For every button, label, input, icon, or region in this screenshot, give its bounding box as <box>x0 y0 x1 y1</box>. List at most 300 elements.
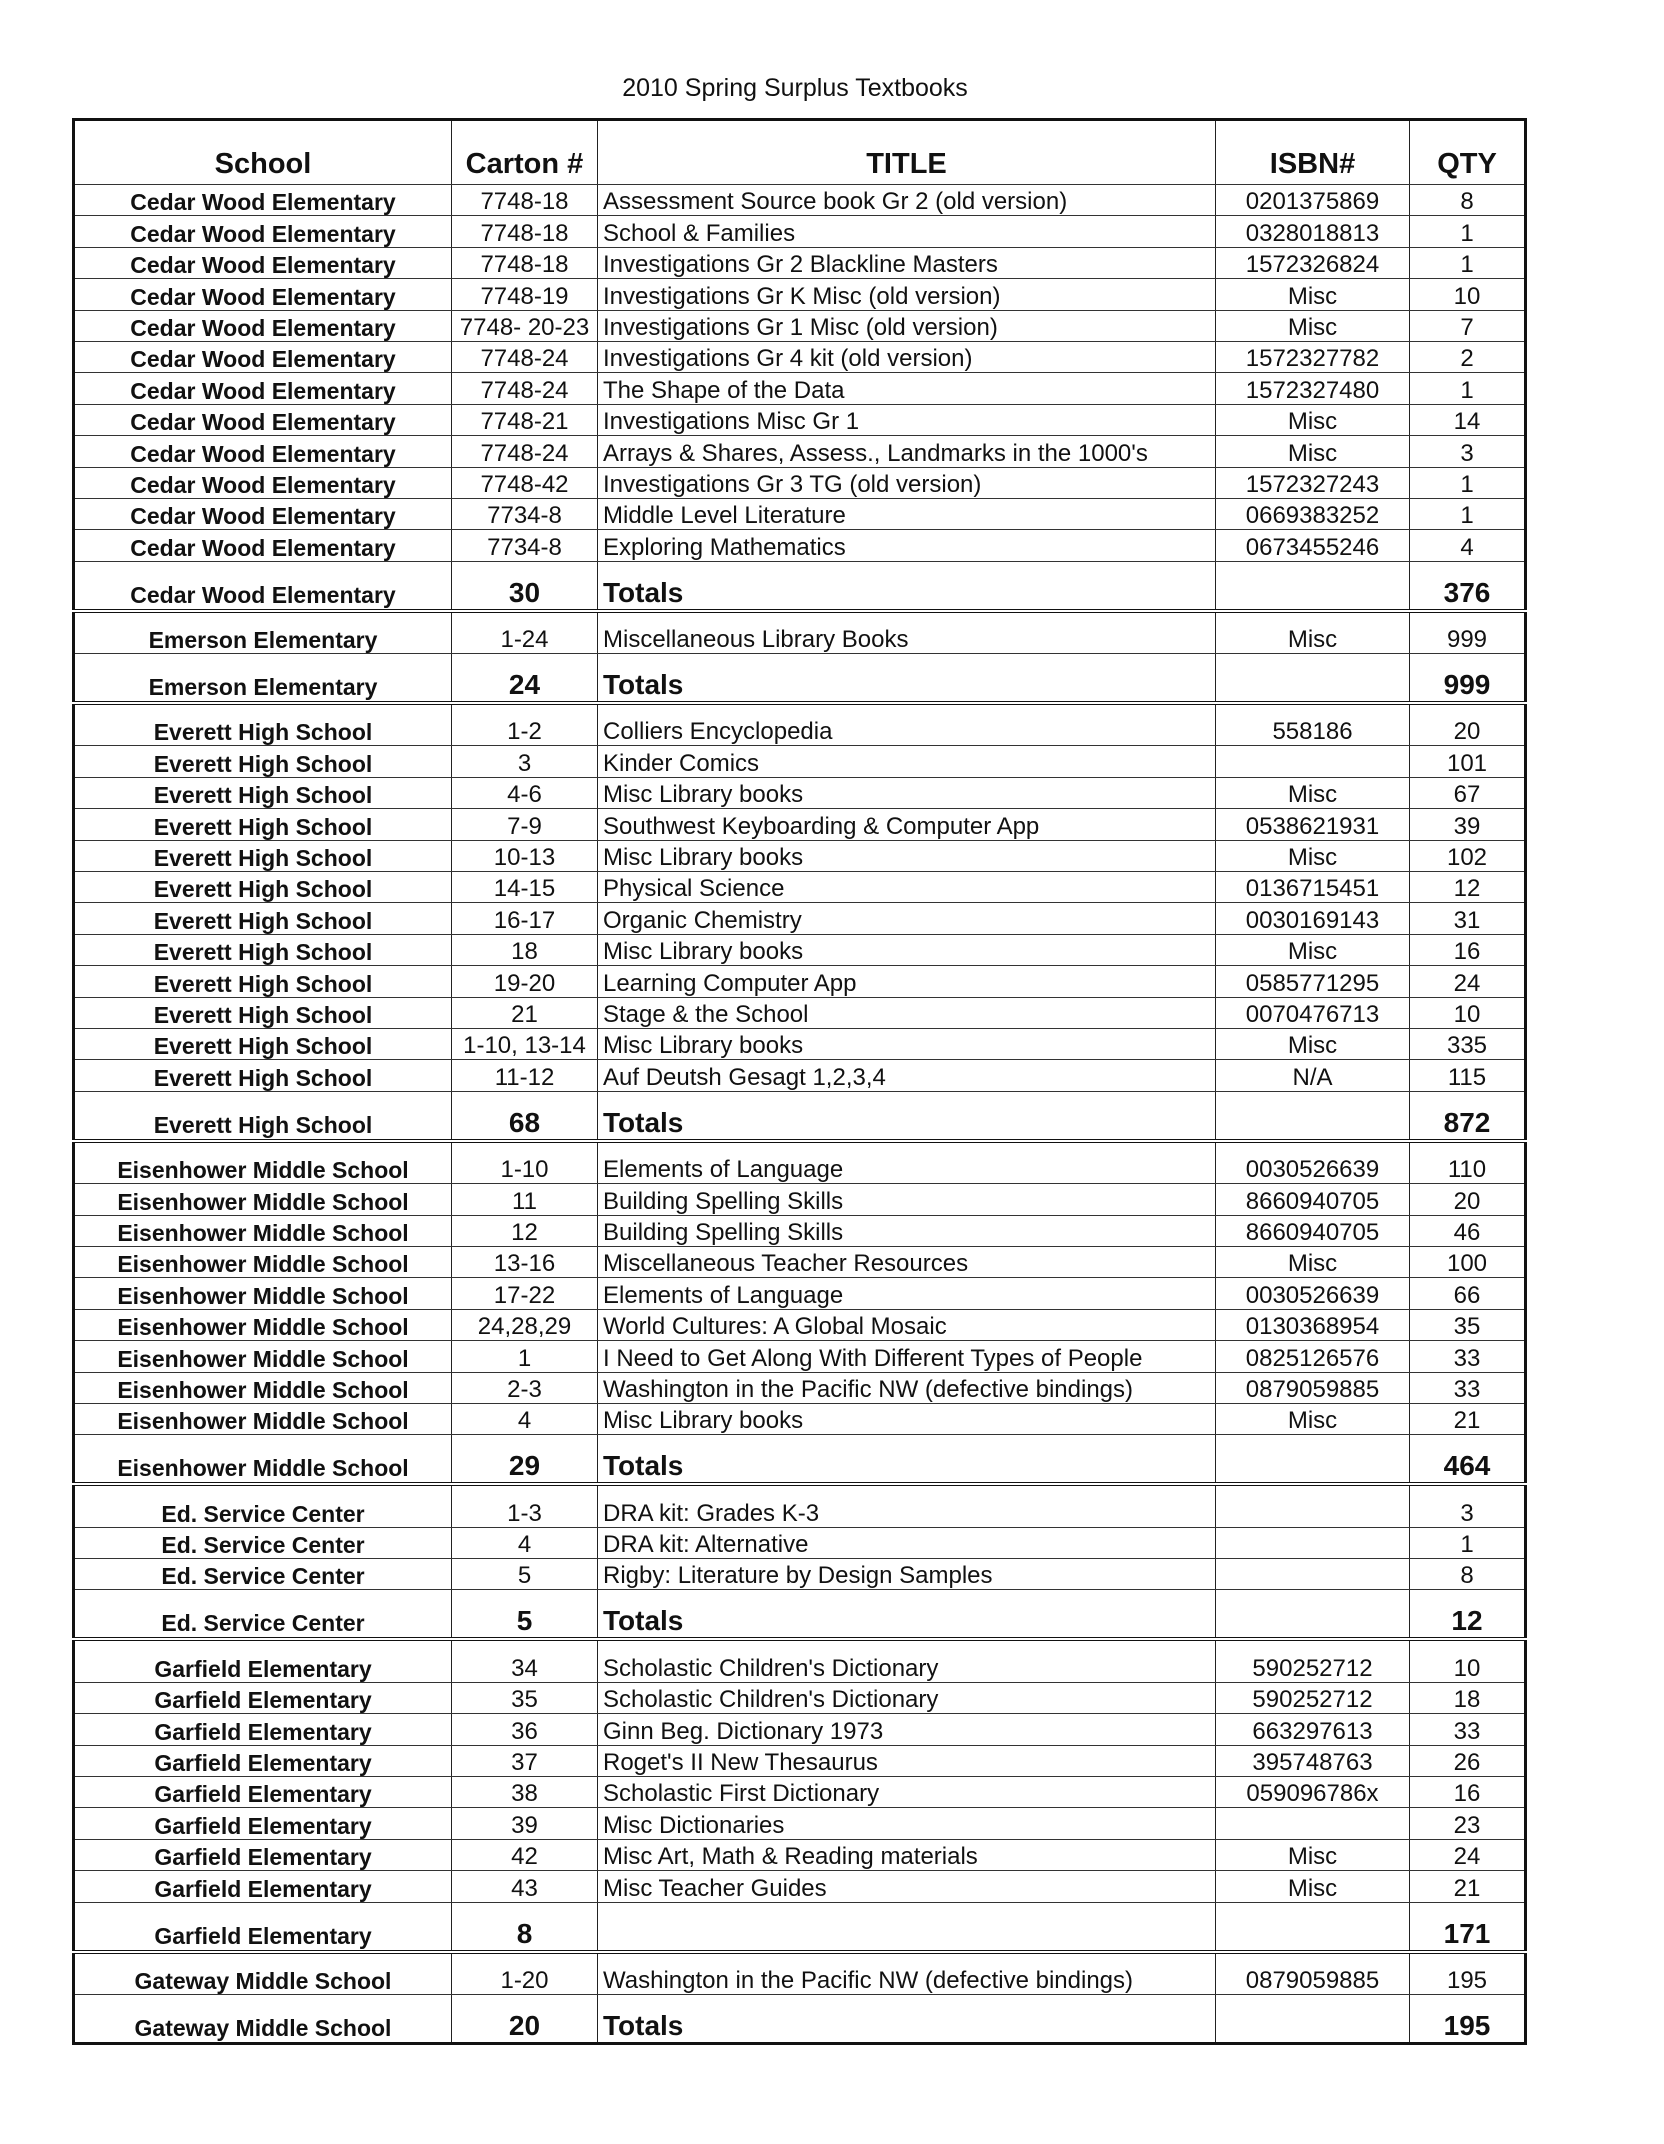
title-cell: Misc Library books <box>598 1403 1216 1434</box>
qty-cell: 1 <box>1410 247 1526 278</box>
isbn-cell: 1572327782 <box>1216 341 1410 372</box>
isbn-cell: 0030526639 <box>1216 1153 1410 1184</box>
carton-cell: 1-20 <box>452 1964 598 1995</box>
school-cell: Cedar Wood Elementary <box>74 341 452 372</box>
table-row <box>74 746 1526 777</box>
qty-cell: 2 <box>1410 341 1526 372</box>
total-cartons-cell: 68 <box>452 1091 598 1141</box>
qty-cell: 335 <box>1410 1028 1526 1059</box>
carton-cell: 1-10 <box>452 1153 598 1184</box>
totals-row <box>74 561 1526 611</box>
carton-cell: 7748-24 <box>452 341 598 372</box>
isbn-cell: Misc <box>1216 934 1410 965</box>
total-qty-cell: 999 <box>1410 654 1526 704</box>
isbn-cell: Misc <box>1216 404 1410 435</box>
school-cell: Eisenhower Middle School <box>74 1153 452 1184</box>
title-cell: Misc Library books <box>598 934 1216 965</box>
isbn-cell: N/A <box>1216 1060 1410 1091</box>
total-qty-cell: 872 <box>1410 1091 1526 1141</box>
title-cell: Kinder Comics <box>598 746 1216 777</box>
carton-cell: 4 <box>452 1403 598 1434</box>
qty-cell: 4 <box>1410 530 1526 561</box>
school-cell: Everett High School <box>74 746 452 777</box>
title-cell: Scholastic First Dictionary <box>598 1777 1216 1808</box>
empty-isbn-cell <box>1216 1994 1410 2043</box>
school-cell: Cedar Wood Elementary <box>74 498 452 529</box>
title-cell: Assessment Source book Gr 2 (old version) <box>598 185 1216 216</box>
carton-cell: 2-3 <box>452 1372 598 1403</box>
totals-label-cell: Totals <box>598 1590 1216 1640</box>
title-cell: DRA kit: Alternative <box>598 1527 1216 1558</box>
qty-cell: 21 <box>1410 1871 1526 1902</box>
total-qty-cell: 376 <box>1410 561 1526 611</box>
totals-label-cell: Totals <box>598 561 1216 611</box>
table-row <box>74 1246 1526 1277</box>
school-cell: Garfield Elementary <box>74 1871 452 1902</box>
school-cell: Cedar Wood Elementary <box>74 185 452 216</box>
carton-cell: 16-17 <box>452 903 598 934</box>
isbn-cell: 0328018813 <box>1216 216 1410 247</box>
title-cell: Investigations Gr 4 kit (old version) <box>598 341 1216 372</box>
isbn-cell: 663297613 <box>1216 1714 1410 1745</box>
column-header-title: TITLE <box>598 120 1216 185</box>
qty-cell: 10 <box>1410 997 1526 1028</box>
qty-cell: 35 <box>1410 1309 1526 1340</box>
title-cell: Ginn Beg. Dictionary 1973 <box>598 1714 1216 1745</box>
carton-cell: 1-24 <box>452 623 598 654</box>
spacer-cell <box>598 1952 1216 1964</box>
title-cell: I Need to Get Along With Different Types of People <box>598 1341 1216 1372</box>
carton-cell: 4 <box>452 1527 598 1558</box>
carton-cell: 7734-8 <box>452 530 598 561</box>
qty-cell: 10 <box>1410 1651 1526 1682</box>
title-cell: Investigations Gr 3 TG (old version) <box>598 467 1216 498</box>
carton-cell: 12 <box>452 1215 598 1246</box>
table-row <box>74 279 1526 310</box>
carton-cell: 24,28,29 <box>452 1309 598 1340</box>
spacer-cell <box>1410 1484 1526 1496</box>
table-row <box>74 1028 1526 1059</box>
title-cell: Colliers Encyclopedia <box>598 715 1216 746</box>
totals-label-cell: Totals <box>598 654 1216 704</box>
school-cell: Everett High School <box>74 1028 452 1059</box>
spacer-cell <box>452 703 598 715</box>
qty-cell: 23 <box>1410 1808 1526 1839</box>
school-cell: Ed. Service Center <box>74 1496 452 1527</box>
school-cell: Garfield Elementary <box>74 1902 452 1952</box>
school-cell: Cedar Wood Elementary <box>74 467 452 498</box>
school-cell: Eisenhower Middle School <box>74 1215 452 1246</box>
spacer-cell <box>1216 703 1410 715</box>
carton-cell: 7748-24 <box>452 373 598 404</box>
school-cell: Garfield Elementary <box>74 1651 452 1682</box>
column-header-school: School <box>74 120 452 185</box>
isbn-cell: 8660940705 <box>1216 1184 1410 1215</box>
totals-label-cell: Totals <box>598 1091 1216 1141</box>
carton-cell: 11-12 <box>452 1060 598 1091</box>
spacer-cell <box>1216 1141 1410 1153</box>
school-cell: Ed. Service Center <box>74 1527 452 1558</box>
title-cell: Scholastic Children's Dictionary <box>598 1682 1216 1713</box>
spacer-cell <box>1216 1484 1410 1496</box>
surplus-textbooks-table <box>72 118 1527 2045</box>
table-row <box>74 404 1526 435</box>
qty-cell: 39 <box>1410 809 1526 840</box>
qty-cell: 115 <box>1410 1060 1526 1091</box>
school-cell: Cedar Wood Elementary <box>74 373 452 404</box>
document-title: 2010 Spring Surplus Textbooks <box>622 74 968 102</box>
qty-cell: 101 <box>1410 746 1526 777</box>
carton-cell: 14-15 <box>452 872 598 903</box>
school-cell: Eisenhower Middle School <box>74 1246 452 1277</box>
totals-label-cell <box>598 1902 1216 1952</box>
spacer-cell <box>598 1484 1216 1496</box>
table-row <box>74 1777 1526 1808</box>
carton-cell: 19-20 <box>452 966 598 997</box>
isbn-cell <box>1216 1527 1410 1558</box>
school-cell: Ed. Service Center <box>74 1590 452 1640</box>
column-header-qty: QTY <box>1410 120 1526 185</box>
carton-cell: 11 <box>452 1184 598 1215</box>
title-cell: Investigations Gr K Misc (old version) <box>598 279 1216 310</box>
group-spacer <box>74 703 1526 715</box>
school-cell: Garfield Elementary <box>74 1777 452 1808</box>
school-cell: Gateway Middle School <box>74 1994 452 2043</box>
empty-isbn-cell <box>1216 1091 1410 1141</box>
table-row <box>74 1060 1526 1091</box>
isbn-cell: 0130368954 <box>1216 1309 1410 1340</box>
school-cell: Cedar Wood Elementary <box>74 247 452 278</box>
spacer-cell <box>74 1141 452 1153</box>
title-cell: Roget's II New Thesaurus <box>598 1745 1216 1776</box>
qty-cell: 24 <box>1410 966 1526 997</box>
isbn-cell: Misc <box>1216 436 1410 467</box>
school-cell: Cedar Wood Elementary <box>74 279 452 310</box>
school-cell: Cedar Wood Elementary <box>74 436 452 467</box>
table-row <box>74 498 1526 529</box>
isbn-cell: 0825126576 <box>1216 1341 1410 1372</box>
table-row <box>74 247 1526 278</box>
qty-cell: 33 <box>1410 1341 1526 1372</box>
spacer-cell <box>74 1952 452 1964</box>
isbn-cell: 8660940705 <box>1216 1215 1410 1246</box>
isbn-cell: Misc <box>1216 279 1410 310</box>
school-cell: Everett High School <box>74 997 452 1028</box>
school-cell: Emerson Elementary <box>74 623 452 654</box>
school-cell: Eisenhower Middle School <box>74 1372 452 1403</box>
carton-cell: 7748-18 <box>452 247 598 278</box>
isbn-cell: 0136715451 <box>1216 872 1410 903</box>
school-cell: Garfield Elementary <box>74 1745 452 1776</box>
total-qty-cell: 171 <box>1410 1902 1526 1952</box>
qty-cell: 10 <box>1410 279 1526 310</box>
school-cell: Everett High School <box>74 1060 452 1091</box>
isbn-cell: 0030526639 <box>1216 1278 1410 1309</box>
school-cell: Cedar Wood Elementary <box>74 561 452 611</box>
qty-cell: 195 <box>1410 1964 1526 1995</box>
title-cell: Elements of Language <box>598 1278 1216 1309</box>
title-cell: Building Spelling Skills <box>598 1184 1216 1215</box>
table-row <box>74 1153 1526 1184</box>
title-cell: World Cultures: A Global Mosaic <box>598 1309 1216 1340</box>
total-cartons-cell: 24 <box>452 654 598 704</box>
group-spacer <box>74 1639 1526 1651</box>
qty-cell: 24 <box>1410 1839 1526 1870</box>
qty-cell: 67 <box>1410 777 1526 808</box>
qty-cell: 12 <box>1410 872 1526 903</box>
spacer-cell <box>1410 1639 1526 1651</box>
isbn-cell <box>1216 746 1410 777</box>
table-row <box>74 467 1526 498</box>
isbn-cell: 395748763 <box>1216 1745 1410 1776</box>
totals-row <box>74 1902 1526 1952</box>
title-cell: Misc Library books <box>598 1028 1216 1059</box>
school-cell: Garfield Elementary <box>74 1714 452 1745</box>
carton-cell: 42 <box>452 1839 598 1870</box>
carton-cell: 7748- 20-23 <box>452 310 598 341</box>
totals-row <box>74 1091 1526 1141</box>
isbn-cell: 0669383252 <box>1216 498 1410 529</box>
title-cell: Miscellaneous Library Books <box>598 623 1216 654</box>
qty-cell: 14 <box>1410 404 1526 435</box>
title-cell: Misc Library books <box>598 777 1216 808</box>
school-cell: Everett High School <box>74 1091 452 1141</box>
spacer-cell <box>598 1639 1216 1651</box>
school-cell: Everett High School <box>74 809 452 840</box>
title-cell: Misc Teacher Guides <box>598 1871 1216 1902</box>
qty-cell: 18 <box>1410 1682 1526 1713</box>
qty-cell: 21 <box>1410 1403 1526 1434</box>
qty-cell: 1 <box>1410 1527 1526 1558</box>
school-cell: Cedar Wood Elementary <box>74 310 452 341</box>
title-cell: Exploring Mathematics <box>598 530 1216 561</box>
isbn-cell: Misc <box>1216 1028 1410 1059</box>
spacer-cell <box>1410 703 1526 715</box>
qty-cell: 110 <box>1410 1153 1526 1184</box>
total-cartons-cell: 29 <box>452 1435 598 1485</box>
table-row <box>74 715 1526 746</box>
spacer-cell <box>1216 1639 1410 1651</box>
qty-cell: 8 <box>1410 1559 1526 1590</box>
isbn-cell: 0538621931 <box>1216 809 1410 840</box>
carton-cell: 1-2 <box>452 715 598 746</box>
table-row <box>74 1651 1526 1682</box>
isbn-cell <box>1216 1559 1410 1590</box>
isbn-cell: 1572327480 <box>1216 373 1410 404</box>
school-cell: Garfield Elementary <box>74 1682 452 1713</box>
title-cell: Investigations Gr 2 Blackline Masters <box>598 247 1216 278</box>
title-cell: Investigations Misc Gr 1 <box>598 404 1216 435</box>
table-row <box>74 966 1526 997</box>
isbn-cell: 558186 <box>1216 715 1410 746</box>
carton-cell: 7748-21 <box>452 404 598 435</box>
school-cell: Garfield Elementary <box>74 1839 452 1870</box>
spacer-cell <box>452 1141 598 1153</box>
total-cartons-cell: 5 <box>452 1590 598 1640</box>
table-row <box>74 310 1526 341</box>
carton-cell: 7748-19 <box>452 279 598 310</box>
spacer-cell <box>74 611 452 623</box>
qty-cell: 33 <box>1410 1372 1526 1403</box>
isbn-cell: Misc <box>1216 1246 1410 1277</box>
table-row <box>74 1341 1526 1372</box>
title-cell: Investigations Gr 1 Misc (old version) <box>598 310 1216 341</box>
group-spacer <box>74 1952 1526 1964</box>
isbn-cell <box>1216 1496 1410 1527</box>
carton-cell: 1-10, 13-14 <box>452 1028 598 1059</box>
isbn-cell <box>1216 1808 1410 1839</box>
qty-cell: 100 <box>1410 1246 1526 1277</box>
title-cell: Physical Science <box>598 872 1216 903</box>
table-row <box>74 1871 1526 1902</box>
isbn-cell: 1572326824 <box>1216 247 1410 278</box>
group-spacer <box>74 1141 1526 1153</box>
isbn-cell: Misc <box>1216 840 1410 871</box>
school-cell: Everett High School <box>74 840 452 871</box>
group-spacer <box>74 1484 1526 1496</box>
table-row <box>74 1403 1526 1434</box>
school-cell: Cedar Wood Elementary <box>74 530 452 561</box>
table-row <box>74 216 1526 247</box>
title-cell: School & Families <box>598 216 1216 247</box>
title-cell: Organic Chemistry <box>598 903 1216 934</box>
table-body <box>74 185 1526 2044</box>
table-row <box>74 1745 1526 1776</box>
spacer-cell <box>452 1639 598 1651</box>
total-qty-cell: 12 <box>1410 1590 1526 1640</box>
carton-cell: 4-6 <box>452 777 598 808</box>
totals-row <box>74 1994 1526 2043</box>
qty-cell: 3 <box>1410 1496 1526 1527</box>
spacer-cell <box>1410 1952 1526 1964</box>
table-row <box>74 934 1526 965</box>
qty-cell: 7 <box>1410 310 1526 341</box>
school-cell: Eisenhower Middle School <box>74 1435 452 1485</box>
qty-cell: 999 <box>1410 623 1526 654</box>
school-cell: Eisenhower Middle School <box>74 1184 452 1215</box>
table-row <box>74 1496 1526 1527</box>
carton-cell: 18 <box>452 934 598 965</box>
spacer-cell <box>1410 1141 1526 1153</box>
table-row <box>74 777 1526 808</box>
carton-cell: 10-13 <box>452 840 598 871</box>
carton-cell: 43 <box>452 1871 598 1902</box>
table-row <box>74 341 1526 372</box>
table-row <box>74 1714 1526 1745</box>
isbn-cell: 0070476713 <box>1216 997 1410 1028</box>
spacer-cell <box>598 703 1216 715</box>
table-row <box>74 1184 1526 1215</box>
isbn-cell: Misc <box>1216 1403 1410 1434</box>
totals-label-cell: Totals <box>598 1994 1216 2043</box>
table-row <box>74 1682 1526 1713</box>
qty-cell: 102 <box>1410 840 1526 871</box>
total-qty-cell: 464 <box>1410 1435 1526 1485</box>
qty-cell: 16 <box>1410 1777 1526 1808</box>
isbn-cell: 0030169143 <box>1216 903 1410 934</box>
qty-cell: 3 <box>1410 436 1526 467</box>
isbn-cell: 1572327243 <box>1216 467 1410 498</box>
carton-cell: 1-3 <box>452 1496 598 1527</box>
isbn-cell: 590252712 <box>1216 1682 1410 1713</box>
spacer-cell <box>1410 611 1526 623</box>
table-row <box>74 1215 1526 1246</box>
column-header-carton: Carton # <box>452 120 598 185</box>
title-cell: Washington in the Pacific NW (defective bindings) <box>598 1372 1216 1403</box>
qty-cell: 1 <box>1410 498 1526 529</box>
title-cell: Arrays & Shares, Assess., Landmarks in the 1000's <box>598 436 1216 467</box>
qty-cell: 31 <box>1410 903 1526 934</box>
spacer-cell <box>74 1639 452 1651</box>
carton-cell: 5 <box>452 1559 598 1590</box>
group-spacer <box>74 611 1526 623</box>
title-cell: Scholastic Children's Dictionary <box>598 1651 1216 1682</box>
table-row <box>74 1278 1526 1309</box>
table-row <box>74 530 1526 561</box>
isbn-cell: Misc <box>1216 623 1410 654</box>
totals-row <box>74 1435 1526 1485</box>
carton-cell: 7734-8 <box>452 498 598 529</box>
isbn-cell: 590252712 <box>1216 1651 1410 1682</box>
isbn-cell: Misc <box>1216 310 1410 341</box>
table-row <box>74 436 1526 467</box>
carton-cell: 37 <box>452 1745 598 1776</box>
carton-cell: 34 <box>452 1651 598 1682</box>
title-cell: Building Spelling Skills <box>598 1215 1216 1246</box>
title-cell: Misc Art, Math & Reading materials <box>598 1839 1216 1870</box>
carton-cell: 7748-42 <box>452 467 598 498</box>
table-row <box>74 1808 1526 1839</box>
school-cell: Cedar Wood Elementary <box>74 216 452 247</box>
school-cell: Eisenhower Middle School <box>74 1341 452 1372</box>
title-cell: Middle Level Literature <box>598 498 1216 529</box>
spacer-cell <box>598 1141 1216 1153</box>
school-cell: Cedar Wood Elementary <box>74 404 452 435</box>
table-row <box>74 373 1526 404</box>
title-cell: Washington in the Pacific NW (defective bindings) <box>598 1964 1216 1995</box>
title-cell: Miscellaneous Teacher Resources <box>598 1246 1216 1277</box>
spacer-cell <box>74 703 452 715</box>
spacer-cell <box>598 611 1216 623</box>
isbn-cell: 0673455246 <box>1216 530 1410 561</box>
table-row <box>74 623 1526 654</box>
carton-cell: 7748-18 <box>452 185 598 216</box>
table-row <box>74 1839 1526 1870</box>
isbn-cell: 0585771295 <box>1216 966 1410 997</box>
isbn-cell: 0201375869 <box>1216 185 1410 216</box>
empty-isbn-cell <box>1216 561 1410 611</box>
spacer-cell <box>452 1484 598 1496</box>
table-row <box>74 185 1526 216</box>
title-cell: Misc Dictionaries <box>598 1808 1216 1839</box>
totals-row <box>74 654 1526 704</box>
carton-cell: 17-22 <box>452 1278 598 1309</box>
title-cell: DRA kit: Grades K-3 <box>598 1496 1216 1527</box>
carton-cell: 7748-24 <box>452 436 598 467</box>
school-cell: Garfield Elementary <box>74 1808 452 1839</box>
qty-cell: 1 <box>1410 216 1526 247</box>
table-row <box>74 997 1526 1028</box>
spacer-cell <box>1216 1952 1410 1964</box>
isbn-cell: 0879059885 <box>1216 1372 1410 1403</box>
school-cell: Gateway Middle School <box>74 1964 452 1995</box>
spacer-cell <box>1216 611 1410 623</box>
table-row <box>74 1964 1526 1995</box>
qty-cell: 1 <box>1410 467 1526 498</box>
table-row <box>74 1527 1526 1558</box>
school-cell: Emerson Elementary <box>74 654 452 704</box>
isbn-cell: Misc <box>1216 1871 1410 1902</box>
